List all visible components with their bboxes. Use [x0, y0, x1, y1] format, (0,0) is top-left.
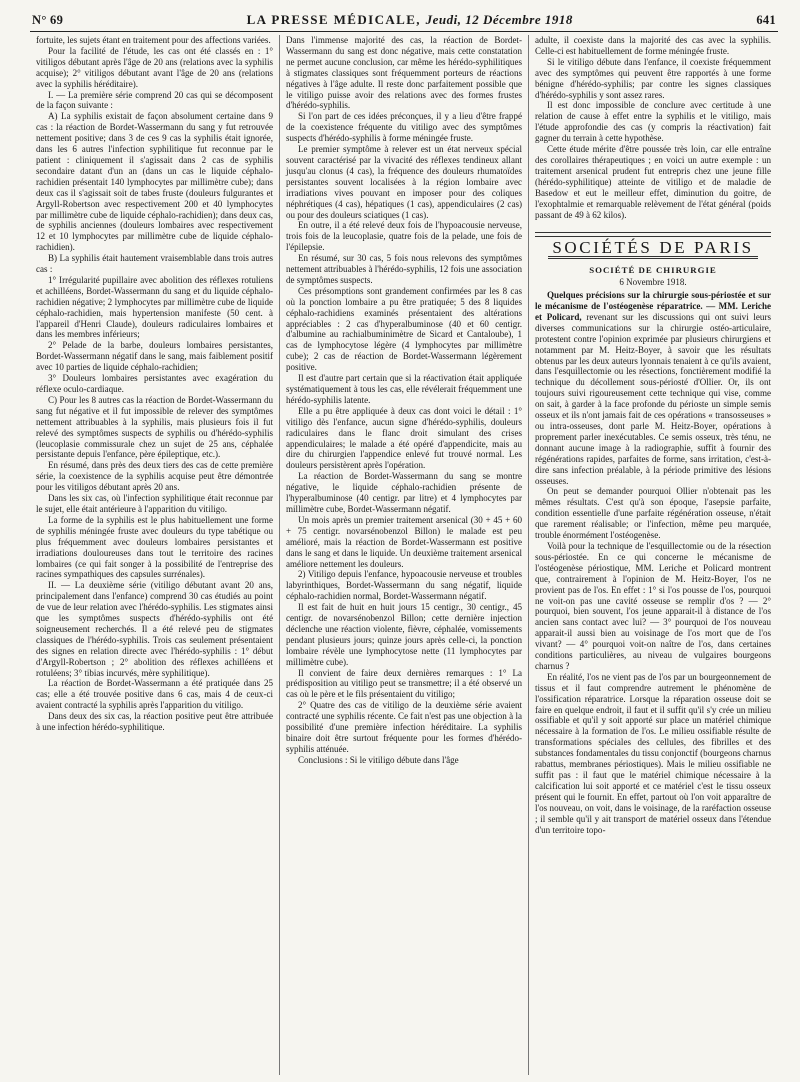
- paragraph: A) La syphilis existait de façon absolument certaine dans 9 cas : la réaction de Bordet-Wassermann du sang y fut retrouvée nettement positive; dans 3 de ces 9 cas la syphilis était ignorée, dans les 6 autres l'infection syphilitique fut reconnue par le patient : cliniquement il s'agissait dans 2 cas de syphilis secondaire datant d'un an (dans un cas le liquide céphalo-rachidien présentait 140 lymphocytes par millimètre cube); dans deux cas il s'agissait soit de tabes fruste (douleurs fulgurantes et Argyll-Robertson avec respectivement 200 et 40 lymphocytes par millimètre cube de liquide céphalo-rachidien); dans deux cas, de syphilis anciennes (douleurs lombaires avec respectivement 12 et 10 lymphocytes par millimètre cube de liquide céphalo-rachidien).: [36, 111, 273, 253]
- report-heading: Quelques précisions sur la chirurgie sous-périostée et sur le mécanisme de l'ostéogenèse réparatrice. — MM. Leriche et Policard,: [535, 290, 771, 322]
- paragraph: Il est fait de huit en huit jours 15 centigr., 30 centigr., 45 centigr. de novarsénobenzol Billon; cette dernière injection déclenche une réaction violente, fièvre, céphalée, vomissements pendant plusieurs jours; quinze jours après celle-ci, la ponction lombaire révèle une lymphocytose nette (11 lymphocytes par millimètre cube).: [286, 602, 522, 667]
- paragraph: La forme de la syphilis est le plus habituellement une forme de syphilis méningée fruste avec douleurs du type tabétique ou plus fréquemment avec douleurs lombaires persistantes et irradiations douloureuses dans tout le territoire des racines lombaires (ce qui fait songer à la possibilité de l'entreprise des racines sympathiques des capsules surrénales).: [36, 514, 273, 580]
- page-header: [30, 8, 778, 32]
- paragraph: Dans deux des six cas, la réaction positive peut être attribuée à une infection hérédo-syphilitique.: [36, 711, 273, 733]
- paragraph: adulte, il coexiste dans la majorité des cas avec la syphilis. Celle-ci est habituellement de forme méningée fruste.: [535, 35, 771, 56]
- paragraph: 3° Douleurs lombaires persistantes avec exagération du réflexe oculo-cardiaque.: [36, 373, 273, 394]
- paragraph: On peut se demander pourquoi Ollier n'obtenait pas les mêmes résultats. C'est qu'à son époque, l'asepsie parfaite, condition essentielle d'une parfaite régénération osseuse, n'était que rarement réalisable; or l'infection, même peu marquée, trouble énormément l'ostéogenèse.: [535, 486, 771, 541]
- paragraph: II. — La deuxième série (vitiligo débutant avant 20 ans, principalement dans l'enfance) comprend 30 cas étudiés au point de vue de leur relation avec l'hérédo-syphilis. Les stigmates ainsi que les symptômes suspects d'hérédo-syphilis ont été soigneusement recherchés. Il a été relevé peu de stigmates classiques de l'hérédo-syphilis. Trois cas seulement présentaient des signes en relation directe avec l'hérédo-syphilis : 1° début d'Argyll-Robertson ; 2° abolition des réflexes achilléens et rotuléens; 3° tibias incurvés, mère syphilitique).: [36, 580, 273, 678]
- paragraph: Dans l'immense majorité des cas, la réaction de Bordet-Wassermann du sang est donc négative, mais cette constatation ne permet aucune conclusion, car même les hérédo-syphilitiques à stigmates classiques sont fréquemment porteurs de réactions négatives à l'âge adulte. Il reste donc parfaitement possible que le vitiligo puisse avoir des relations avec des formes frustes d'hérédo-syphilis.: [286, 35, 522, 111]
- session-date: 6 Novembre 1918.: [619, 277, 687, 288]
- column-2: [279, 35, 528, 1075]
- paragraph: En outre, il a été relevé deux fois de l'hypoacousie nerveuse, trois fois de la leucoplasie, quatre fois de la pelade, une fois de l'épilepsie.: [286, 220, 522, 253]
- paragraph: Si l'on part de ces idées préconçues, il y a lieu d'être frappé de la coexistence fréquente du vitiligo avec des symptômes suspects d'hérédo-syphilis à forme méningée fruste.: [286, 111, 522, 144]
- paragraph: Dans les six cas, où l'infection syphilitique était reconnue par le sujet, elle était antérieure à l'apparition du vitiligo.: [36, 493, 273, 514]
- paragraph: Un mois après un premier traitement arsenical (30 + 45 + 60 + 75 centigr. novarsénobenzol Billon) le malade est peu amélioré, mais la réaction de Bordet-Wassermann est positive dans le sang et dans le liquide. Un deuxième traitement arsenical améliore nettement les douleurs.: [286, 514, 522, 569]
- section-title: SOCIÉTÉS DE PARIS: [535, 243, 771, 259]
- society-name: SOCIÉTÉ DE CHIRURGIE: [589, 265, 717, 276]
- paragraph: B) La syphilis était hautement vraisemblable dans trois autres cas :: [36, 253, 273, 275]
- paragraph: C) Pour les 8 autres cas la réaction de Bordet-Wassermann du sang fut négative et il fut impossible de relever des symptômes nettement attribuables à la syphilis, mais plusieurs fois il fut relevé des symptômes suspects de syphilis ou d'hérédo-syphilis (leucoplasie commissurale chez un sujet de 25 ans, céphalée persistante depuis l'enfance, père épileptique, etc.).: [36, 394, 273, 460]
- report-body: [535, 486, 771, 835]
- paragraph: Il est donc impossible de conclure avec certitude à une relation de cause à effet entre la syphilis et le vitiligo, mais l'étude approfondie des cas (y compris la réactivation) fait gagner du terrain à cette hypothèse.: [535, 100, 771, 144]
- issue-date: Jeudi, 12 Décembre 1918: [425, 12, 573, 27]
- paragraph: 2) Vitiligo depuis l'enfance, hypoacousie nerveuse et troubles labyrinthiques, Bordet-Wassermann du sang négatif, liquide céphalo-rachidien normal, Bordet-Wassermann négatif.: [286, 569, 522, 602]
- paragraph: 1° Irrégularité pupillaire avec abolition des réflexes rotuliens et achilléens, Bordet-Wassermann du sang et du liquide céphalo-rachidien négative; 2 lymphocytes par millimètre cube de liquide céphalo-rachidien, mais hypertension manifeste (50 cent. à l'appareil d'Henri Claude), douleurs radiculaires lombaires et dans les membres inférieurs;: [36, 274, 273, 340]
- paragraph: Il convient de faire deux dernières remarques : 1° La prédisposition au vitiligo peut se transmettre; il a été observé un cas où le père et le fils présentaient du vitiligo;: [286, 667, 522, 700]
- article-columns: [30, 35, 778, 1075]
- paragraph: Si le vitiligo débute dans l'enfance, il coexiste fréquemment avec des symptômes qui peuvent être rapportés à une forme bénigne d'hérédo-syphilis; par contre les signes classiques d'hérédo-syphilis y sont assez rares.: [535, 56, 771, 100]
- report-lead: [535, 290, 771, 486]
- paragraph: Le premier symptôme à relever est un état nerveux spécial souvent caractérisé par la vivacité des réflexes tendineux allant jusqu'au clonus (4 cas), la fréquence des douleurs rhumatoïdes persistantes souvent localisées à la région lombaire avec irradiations vives pouvant en imposer pour des coliques néphrétiques (4 cas), hépatiques (1 cas), appendiculaires (2 cas) ou pour des douleurs sciatiques (1 cas).: [286, 144, 522, 220]
- paragraph: 2° Pelade de la barbe, douleurs lombaires persistantes, Bordet-Wassermann négatif dans le sang, mais faiblement positif avec 10 parties de liquide céphalo-rachidien;: [36, 340, 273, 373]
- issue-number: N° 69: [32, 13, 64, 27]
- article-end: [535, 35, 771, 220]
- paragraph: Cette étude mérite d'être poussée très loin, car elle entraîne des corollaires thérapeutiques ; en voici un autre exemple : un traitement arsenical prudent fut entrepris chez une jeune fille (hérédo-syphilitique) atteinte de vitiligo et de maladie de Basedow et eut le meilleur effet, diminution du goitre, de l'exophtalmie et remarquable relèvement de l'état général (poids passant de 49 à 62 kilos).: [535, 144, 771, 220]
- paragraph: Pour la facilité de l'étude, les cas ont été classés en : 1° vitiligos débutant après l'âge de 20 ans (relations avec la syphilis acquise); 2° vitiligos débutant avant l'âge de 20 ans (relations avec la syphilis héréditaire).: [36, 45, 273, 89]
- paragraph: En réalité, l'os ne vient pas de l'os par un bourgeonnement de tissus et il faut comprendre autrement le phénomène de l'ossification réparatrice. Lorsque la réparation osseuse doit se faire en quelque endroit, il faut et il suffit qu'il s'y crée un milieu ossifiable et qu'il y soit apporté sur place un matériel chimique nécessaire à la formation de l'os. Le milieu ossifiable résulte de transformations spéciales des cellules, des fibrilles et des substances fondamentales du tissu conjonctif (bourgeons charnus rabattus, membranes périostiques). Mais le milieu ossifiable ne suffit pas : il faut que le matériel chimique nécessaire à la calcification lui soit apporté et ce matériel c'est le tissu osseux présent qui le fournit. En effet, partout où l'on voit apparaître de l'os nouveau, on voit, dans le voisinage, de la raréfaction osseuse ; il semble qu'il y ait transport de matériel osseux dans l'étendue d'un territoire topo-: [535, 671, 772, 835]
- page-number: 641: [756, 13, 776, 27]
- paragraph: Il est d'autre part certain que si la réactivation était appliquée systématiquement à tous les cas, elle révélerait fréquemment une hérédo-syphilis latente.: [286, 373, 522, 405]
- paragraph: Voilà pour la technique de l'esquillectomie ou de la résection sous-périostée. En ce qui concerne le mécanisme de l'ostéogenèse périostique, MM. Leriche et Policard montrent que, contrairement à l'opinion de M. Heitz-Boyer, l'os ne provient pas de l'os. En effet : 1° si l'os pousse de l'os, pourquoi ne voit-on pas une cavité osseuse se remplir d'os ? — 2° pourquoi, bien souvent, l'os jeune apparait-il à distance de l'os ancien sans contact avec lui? — 3° pourquoi de l'os nouveau apparait-il aussi bien au voisinage de l'os mort que de l'os vivant? — 4° pourquoi voit-on naître de l'os, dans certaines conditions particulières, au niveau de vulgaires bourgeons charnus ?: [535, 540, 771, 671]
- section-divider: [535, 232, 771, 237]
- column-1: [30, 35, 279, 1075]
- paragraph: En résumé, sur 30 cas, 5 fois nous relevons des symptômes nettement attribuables à l'hérédo-syphilis, 12 fois une association de symptômes suspects.: [286, 253, 522, 285]
- report-intro: revenant sur les discussions qui ont suivi leurs diverses communications sur la chirurgie ostéo-articulaire, protestent contre l'opinion exprimée par plusieurs chirurgiens et notamment par M. Heitz-Boyer, à savoir que les résultats obtenus par les deux auteurs lyonnais tenaient à ce qu'ils avaient, dans l'esquillectomie ou les résections, fonctièrement modifié la technique du décollement sous-périosté d'Ollier. Or, ils ont toujours suivi rigoureusement cette technique qui vise, comme on sait, à garder à la face profonde du périoste un simple semis osseux et ils n'ont jamais fait de ces opérations « transosseuses » ou intra-osseuses, dont parle M. Heitz-Boyer, opérations à proprement parler inexécutables. Ce semis osseux, très ténu, ne donnant aucune image à la radiographie, suffit à fournir des régénérations rapides, parfaites de forme, sans irritation, c'est-à-dire sans infection préalable, à la période primitive des lésions osseuses.: [535, 311, 771, 486]
- paragraph: La réaction de Bordet-Wassermann du sang se montre négative, le liquide céphalo-rachidien présente de l'hyperalbuminose (40 centigr. par litre) et 4 lymphocytes par millimètre cube, Bordet-Wassermann négatif.: [286, 471, 522, 514]
- paragraph: Conclusions : Si le vitiligo débute dans l'âge: [298, 754, 459, 765]
- paragraph: fortuite, les sujets étant en traitement pour des affections variées.: [36, 35, 271, 45]
- journal-title: [247, 12, 573, 28]
- paragraph: La réaction de Bordet-Wassermann a été pratiquée dans 25 cas; elle a été trouvée positive dans 6 cas, mais 4 de ceux-ci avaient contracté la syphilis après l'apparition du vitiligo.: [36, 678, 273, 711]
- journal-name: LA PRESSE MÉDICALE,: [246, 12, 421, 27]
- column-3: [528, 35, 777, 1075]
- paragraph: En résumé, dans près des deux tiers des cas de cette première série, la coexistence de la syphilis acquise peut être démontrée pour les vitiligos débutant après 20 ans.: [36, 460, 273, 493]
- paragraph: 2° Quatre des cas de vitiligo de la deuxième série avaient contracté une syphilis récente. Ce fait n'est pas une objection à la possibilité d'une première infection héréditaire. La syphilis binaire doit être surtout fréquente pour les formes d'hérédo-syphilis atténuée.: [286, 700, 522, 754]
- paragraph: Elle a pu être appliquée à deux cas dont voici le détail : 1° vitiligo dès l'enfance, aucun signe d'hérédo-syphilis, douleurs radiculaires dans le flanc droit simulant des crises appendiculaires; le malade a été opéré d'appendicite, mais au dire du chirurgien l'appendice enlevé fut trouvé normal. Les douleurs persistèrent après l'opération.: [286, 405, 522, 471]
- paragraph: I. — La première série comprend 20 cas qui se décomposent de la façon suivante :: [36, 89, 273, 111]
- paragraph: Ces présomptions sont grandement confirmées par les 8 cas où la ponction lombaire a pu être pratiquée; 5 des 8 liquides céphalo-rachidiens examinés présentaient des altérations appréciables : 2 cas d'hyperalbuminose (40 et 60 centigr. d'albumine au rachialbuminimètre de Sicard et Cantaloube), 1 cas de lymphocytose légère (4 lymphocytes par millimètre cube); 2 cas de réaction de Bordet-Wassermann légèrement positive.: [286, 285, 522, 373]
